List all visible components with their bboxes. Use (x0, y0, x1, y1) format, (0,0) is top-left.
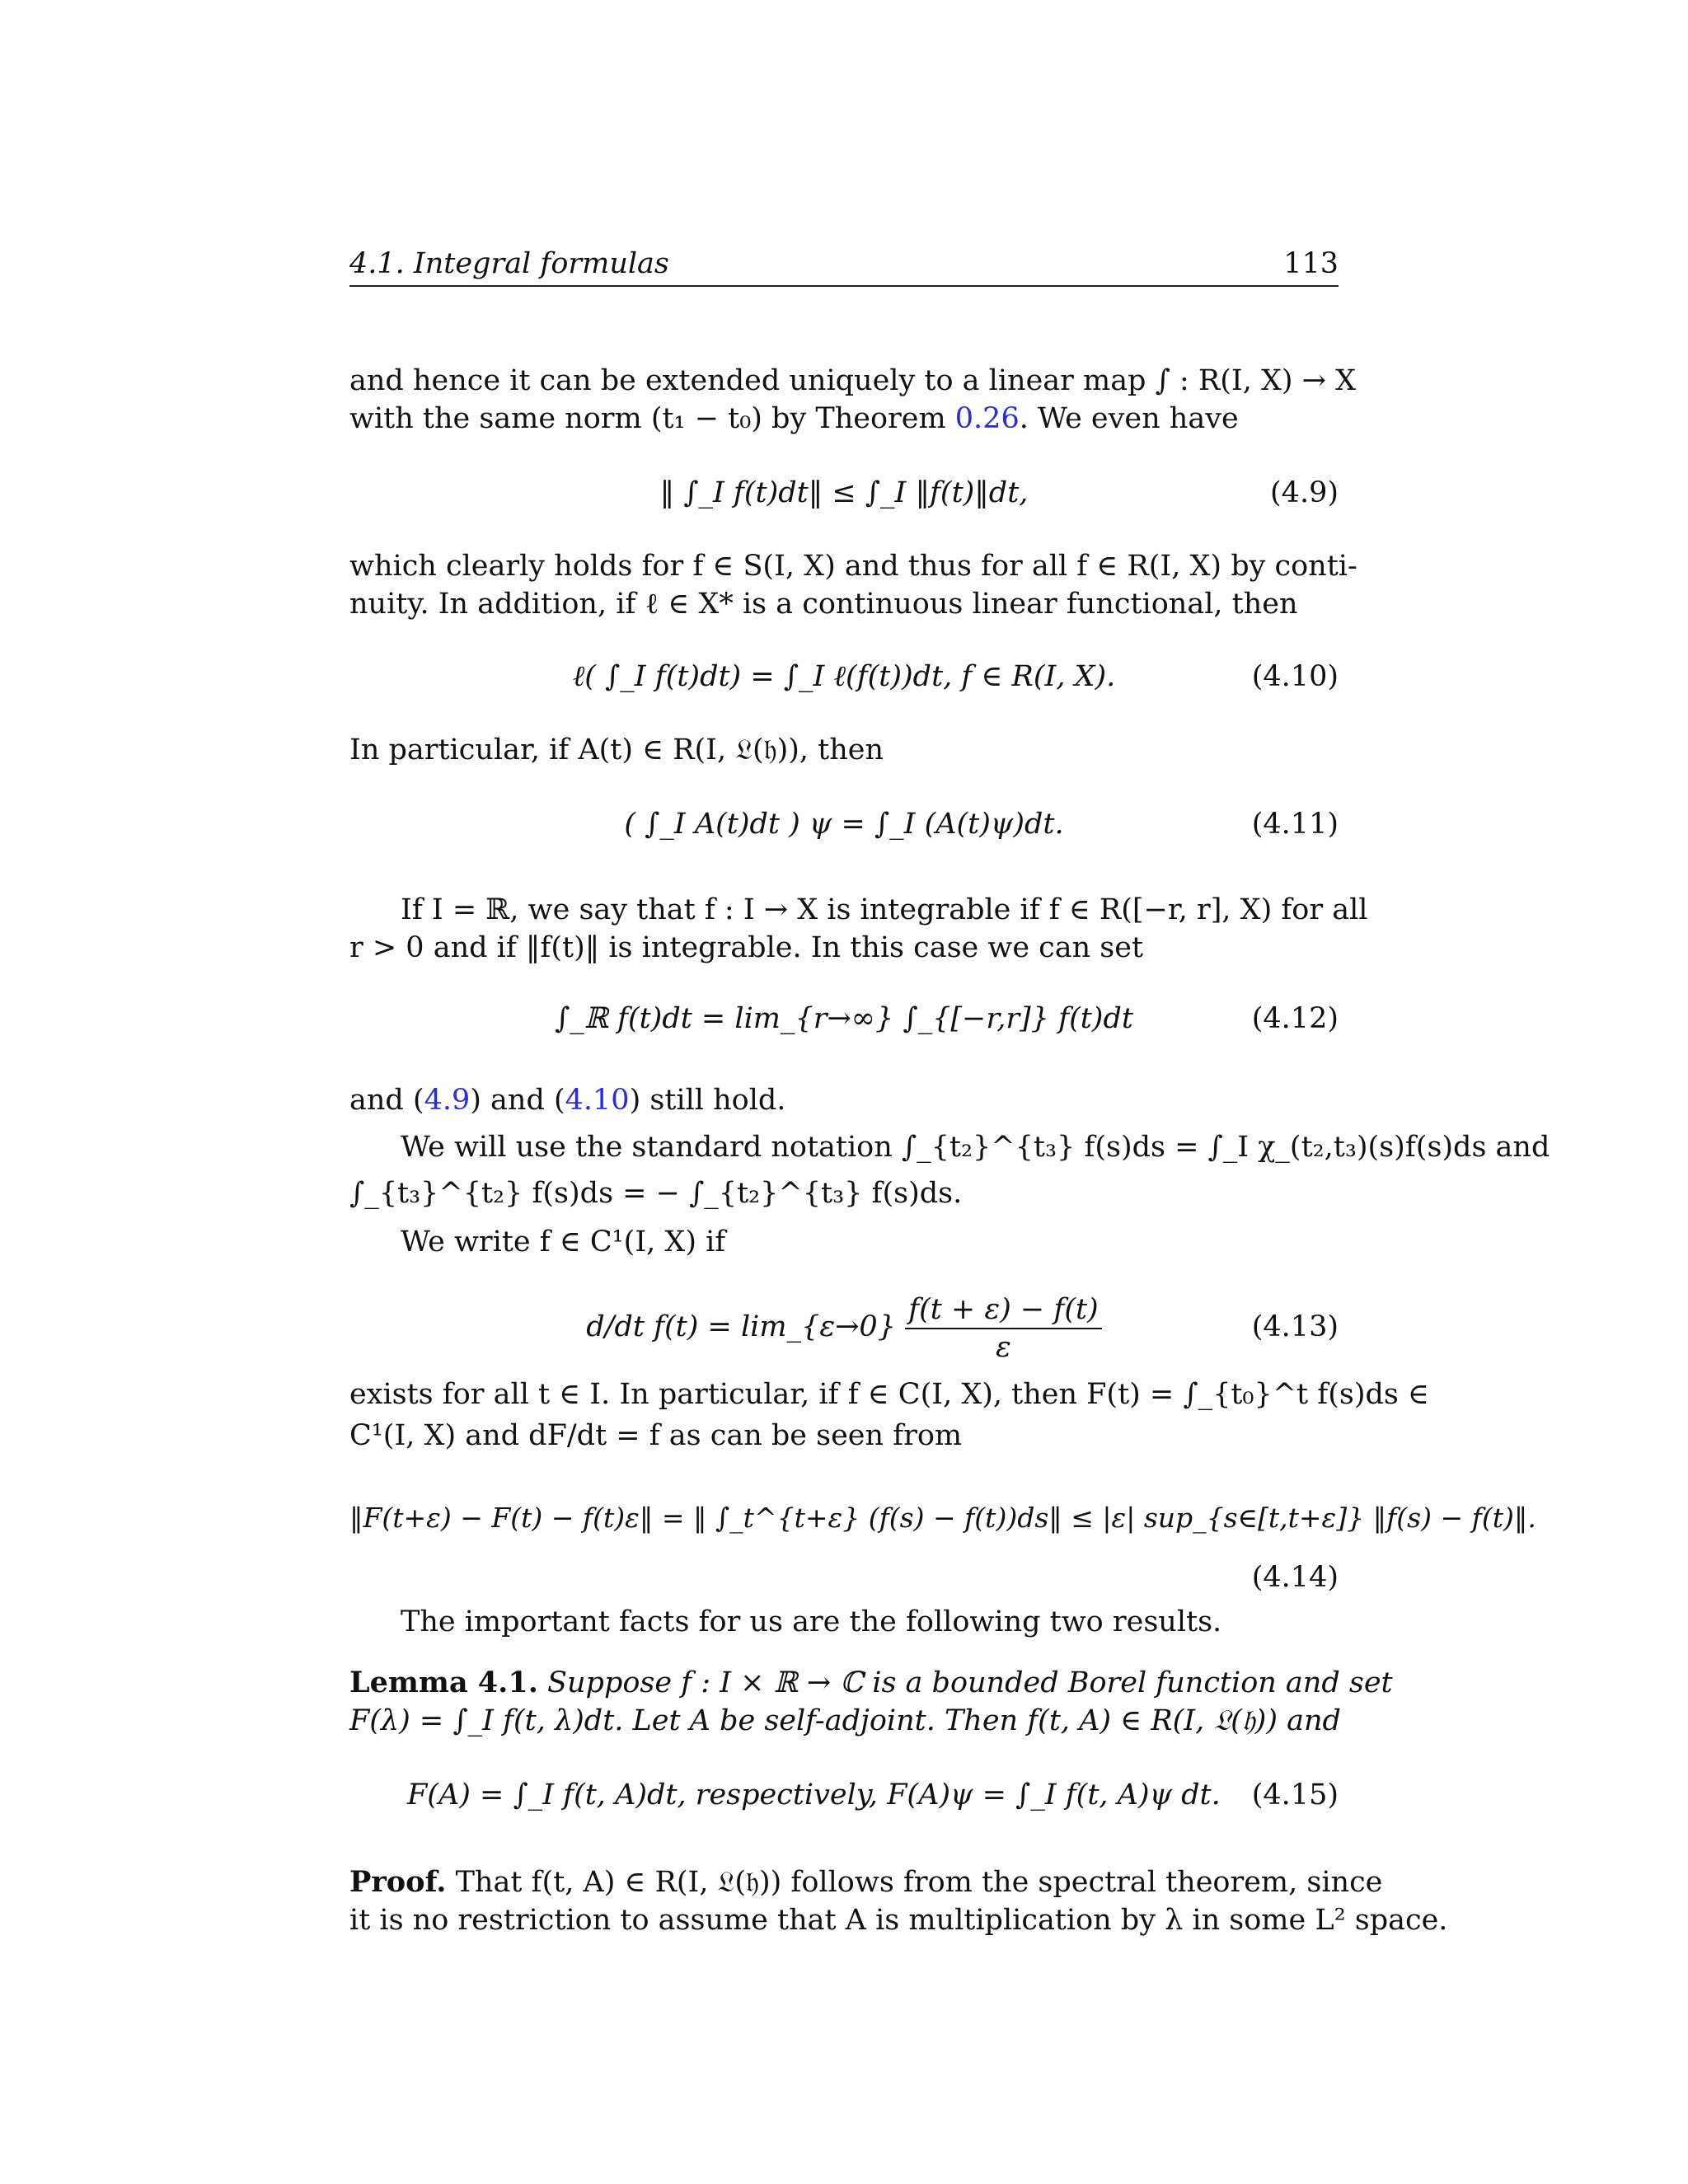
text-line: We will use the standard notation ∫_{t₂}^{t₃} f(s)ds = ∫_I χ_(t₂,t₃)(s)f(s)ds and (401, 1131, 1550, 1164)
text-line (349, 401, 1339, 437)
text-span: and ( (349, 1084, 424, 1117)
proof-line (349, 1864, 1383, 1900)
proof-text: That f(t, A) ∈ R(I, 𝔏(𝔥)) follows from the spectral theorem, since (446, 1866, 1383, 1899)
equation-link[interactable]: 4.10 (565, 1084, 630, 1117)
text-line: We write f ∈ C¹(I, X) if (401, 1226, 726, 1258)
text-line: which clearly holds for f ∈ S(I, X) and thus for all f ∈ R(I, X) by conti- (349, 550, 1357, 583)
text-line: If I = ℝ, we say that f : I → X is integrable if f ∈ R([−r, r], X) for all (401, 893, 1368, 926)
fraction-numerator: f(t + ε) − f(t) (905, 1291, 1102, 1329)
equation-number: (4.9) (1270, 476, 1339, 509)
equation-4-15 (349, 1758, 1339, 1832)
equation-4-12 (349, 982, 1339, 1056)
section-title: 4.1. Integral formulas (349, 247, 669, 280)
running-header (349, 244, 1339, 287)
text-line: nuity. In addition, if ℓ ∈ X* is a continuous linear functional, then (349, 588, 1298, 621)
equation-number: (4.11) (1251, 808, 1339, 841)
text-line: and hence it can be extended uniquely to a linear map ∫ : R(I, X) → X (349, 364, 1357, 397)
equation-body: ∫_ℝ f(t)dt = lim_{r→∞} ∫_{[−r,r]} f(t)dt (555, 1002, 1133, 1035)
equation-4-14 (349, 1477, 1536, 1559)
page (349, 0, 1550, 2184)
equation-lhs: d/dt f(t) = lim_{ε→0} (586, 1310, 896, 1343)
equation-number: (4.13) (1251, 1310, 1339, 1343)
text-span: ) and ( (470, 1084, 565, 1117)
lemma-text: Suppose f : I × ℝ → ℂ is a bounded Borel function and set (537, 1666, 1393, 1699)
equation-number: (4.14) (1251, 1561, 1339, 1594)
equation-body: ℓ( ∫_I f(t)dt) = ∫_I ℓ(f(t))dt, f ∈ R(I, X). (572, 660, 1116, 693)
equation-body (349, 1282, 1339, 1372)
fraction (905, 1291, 1102, 1366)
lemma-line: F(λ) = ∫_I f(t, λ)dt. Let A be self-adjoint. Then f(t, A) ∈ R(I, 𝔏(𝔥)) and (349, 1704, 1341, 1737)
equation-body: ‖ ∫_I f(t)dt‖ ≤ ∫_I ‖f(t)‖dt, (659, 476, 1029, 509)
equation-4-10 (349, 640, 1339, 714)
lemma-label: Lemma 4.1. (349, 1666, 538, 1699)
equation-number: (4.15) (1251, 1779, 1339, 1811)
equation-number: (4.12) (1251, 1002, 1339, 1035)
equation-link[interactable]: 4.9 (424, 1084, 471, 1117)
text-span: ) still hold. (629, 1084, 786, 1117)
text-line: exists for all t ∈ I. In particular, if f ∈ C(I, X), then F(t) = ∫_{t₀}^t f(s)ds ∈ (349, 1378, 1429, 1411)
equation-body: ( ∫_I A(t)dt ) ψ = ∫_I (A(t)ψ)dt. (624, 808, 1064, 841)
equation-4-11 (349, 787, 1339, 861)
equation-4-13 (349, 1282, 1339, 1372)
fraction-denominator: ε (996, 1330, 1011, 1364)
lemma-line (349, 1665, 1393, 1701)
proof-label: Proof. (349, 1865, 447, 1899)
page-number: 113 (1283, 247, 1339, 280)
text-line: In particular, if A(t) ∈ R(I, 𝔏(𝔥)), then (349, 733, 884, 766)
equation-number: (4.10) (1251, 660, 1339, 693)
text-span: . We even have (1019, 402, 1239, 435)
text-line: The important facts for us are the following two results. (401, 1605, 1222, 1638)
proof-line: it is no restriction to assume that A is multiplication by λ in some L² space. (349, 1904, 1448, 1937)
text-span: with the same norm (t₁ − t₀) by Theorem (349, 402, 955, 435)
equation-body: F(A) = ∫_I f(t, A)dt, respectively, F(A)ψ = ∫_I f(t, A)ψ dt. (407, 1779, 1221, 1811)
text-line: ∫_{t₃}^{t₂} f(s)ds = − ∫_{t₂}^{t₃} f(s)ds. (349, 1177, 963, 1210)
equation-body: ‖F(t+ε) − F(t) − f(t)ε‖ = ‖ ∫_t^{t+ε} (f(s) − f(t))ds‖ ≤ |ε| sup_{s∈[t,t+ε]} ‖f(s) − f(t)‖. (349, 1502, 1536, 1534)
equation-4-9 (349, 456, 1339, 530)
text-line: C¹(I, X) and dF/dt = f as can be seen from (349, 1419, 963, 1452)
theorem-link[interactable]: 0.26 (954, 402, 1020, 435)
text-line: r > 0 and if ‖f(t)‖ is integrable. In this case we can set (349, 931, 1144, 964)
text-line (349, 1082, 1339, 1118)
